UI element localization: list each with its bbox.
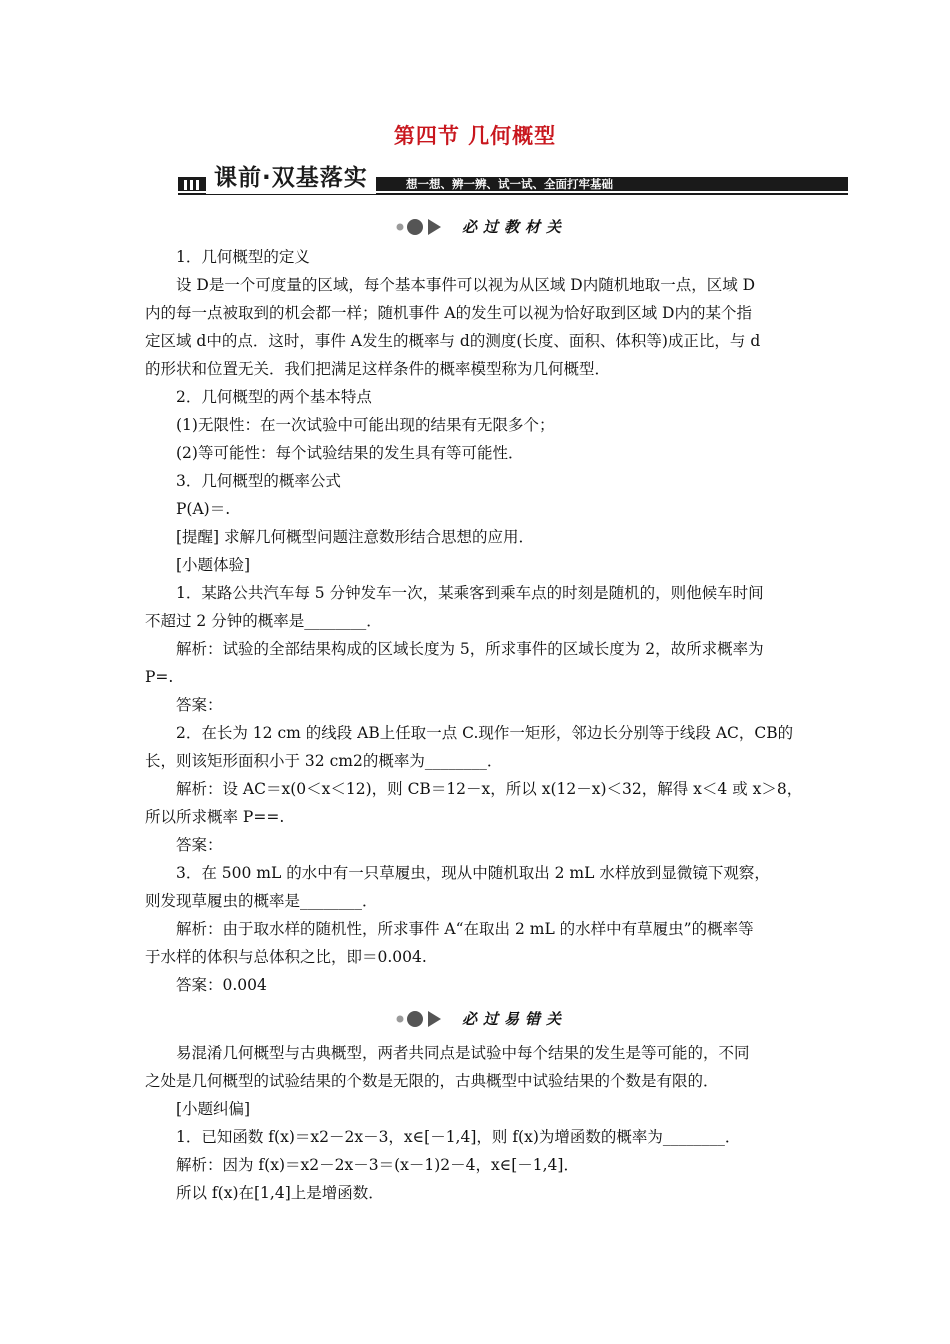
text-line: 3．在 500 mL 的水中有一只草履虫，现从中随机取出 2 mL 水样放到显微镜下观察， <box>176 864 770 882</box>
text-line: 2．在长为 12 cm 的线段 AB上任取一点 C.现作一矩形，邻边长分别等于线段 AC，CB的 <box>176 724 794 742</box>
dots-arrow-icon <box>395 217 455 237</box>
text-line: 定区域 d中的点．这时，事件 A发生的概率与 d的测度(长度、面积、体积等)成正比，与 d <box>145 332 761 350</box>
text-line: 3．几何概型的概率公式 <box>176 472 341 490</box>
text-line: (1)无限性：在一次试验中可能出现的结果有无限多个； <box>176 416 555 434</box>
text-line: P=. <box>145 668 174 686</box>
answer-line: 答案： <box>176 696 223 714</box>
text-line: 解析：由于取水样的随机性，所求事件 A“在取出 2 mL 的水样中有草履虫”的概率等 <box>176 920 754 938</box>
text-line: 不超过 2 分钟的概率是________． <box>145 612 382 630</box>
section-header-mistakes <box>0 1007 950 1031</box>
formula-line: P(A)＝. <box>176 500 231 518</box>
text-line: 设 D是一个可度量的区域，每个基本事件可以视为从区域 D内随机地取一点，区域 D <box>176 276 756 294</box>
text-line: 则发现草履虫的概率是________． <box>145 892 378 910</box>
text-line: 内的每一点被取到的机会都一样；随机事件 A的发生可以视为恰好取到区域 D内的某个指 <box>145 304 752 322</box>
text-line: [提醒] 求解几何概型问题注意数形结合思想的应用． <box>176 528 535 546</box>
text-line: [小题纠偏] <box>176 1100 251 1118</box>
text-line: 解析：试验的全部结果构成的区域长度为 5，所求事件的区域长度为 2，故所求概率为 <box>176 640 764 658</box>
answer-line: 答案：0.004 <box>176 976 267 994</box>
banner-main-text: 课前·双基落实 <box>206 162 376 194</box>
text-line: (2)等可能性：每个试验结果的发生具有等可能性． <box>176 444 524 462</box>
text-line: 2．几何概型的两个基本特点 <box>176 388 372 406</box>
text-line: 1．已知函数 f(x)＝x2－2x－3，x∈[－1,4]，则 f(x)为增函数的概率为________． <box>176 1128 741 1146</box>
text-line: 解析：设 AC＝x(0＜x＜12)，则 CB＝12－x，所以 x(12－x)＜32，解得 x＜4 或 x＞8， <box>176 780 803 798</box>
section-label: 必过教材关 <box>462 218 568 236</box>
banner-ticks-icon <box>182 180 202 190</box>
text-line: 长，则该矩形面积小于 32 cm2的概率为________． <box>145 752 503 770</box>
section-header-textbook <box>0 215 950 239</box>
section-banner <box>178 160 848 196</box>
answer-line: 答案： <box>176 836 223 854</box>
text-line: 所以 f(x)在[1,4]上是增函数． <box>176 1184 384 1202</box>
text-line: 1．几何概型的定义 <box>176 248 310 266</box>
text-line: 所以所求概率 P==. <box>145 808 285 826</box>
dots-arrow-icon <box>395 1009 455 1029</box>
text-line: 的形状和位置无关．我们把满足这样条件的概率模型称为几何概型． <box>145 360 611 378</box>
text-line: [小题体验] <box>176 556 251 574</box>
banner-sub-text: 想一想、辨一辨、试一试、全面打牢基础 <box>406 177 613 191</box>
section-label: 必过易错关 <box>462 1010 568 1028</box>
page-title: 第四节 几何概型 <box>393 124 557 148</box>
text-line: 之处是几何概型的试验结果的个数是无限的，古典概型中试验结果的个数是有限的． <box>145 1072 719 1090</box>
text-line: 易混淆几何概型与古典概型，两者共同点是试验中每个结果的发生是等可能的，不同 <box>176 1044 750 1062</box>
text-line: 于水样的体积与总体积之比，即＝0.004. <box>145 948 427 966</box>
text-line: 1．某路公共汽车每 5 分钟发车一次，某乘客到乘车点的时刻是随机的，则他候车时间 <box>176 584 764 602</box>
text-line: 解析：因为 f(x)＝x2－2x－3＝(x－1)2－4，x∈[－1,4]． <box>176 1156 579 1174</box>
